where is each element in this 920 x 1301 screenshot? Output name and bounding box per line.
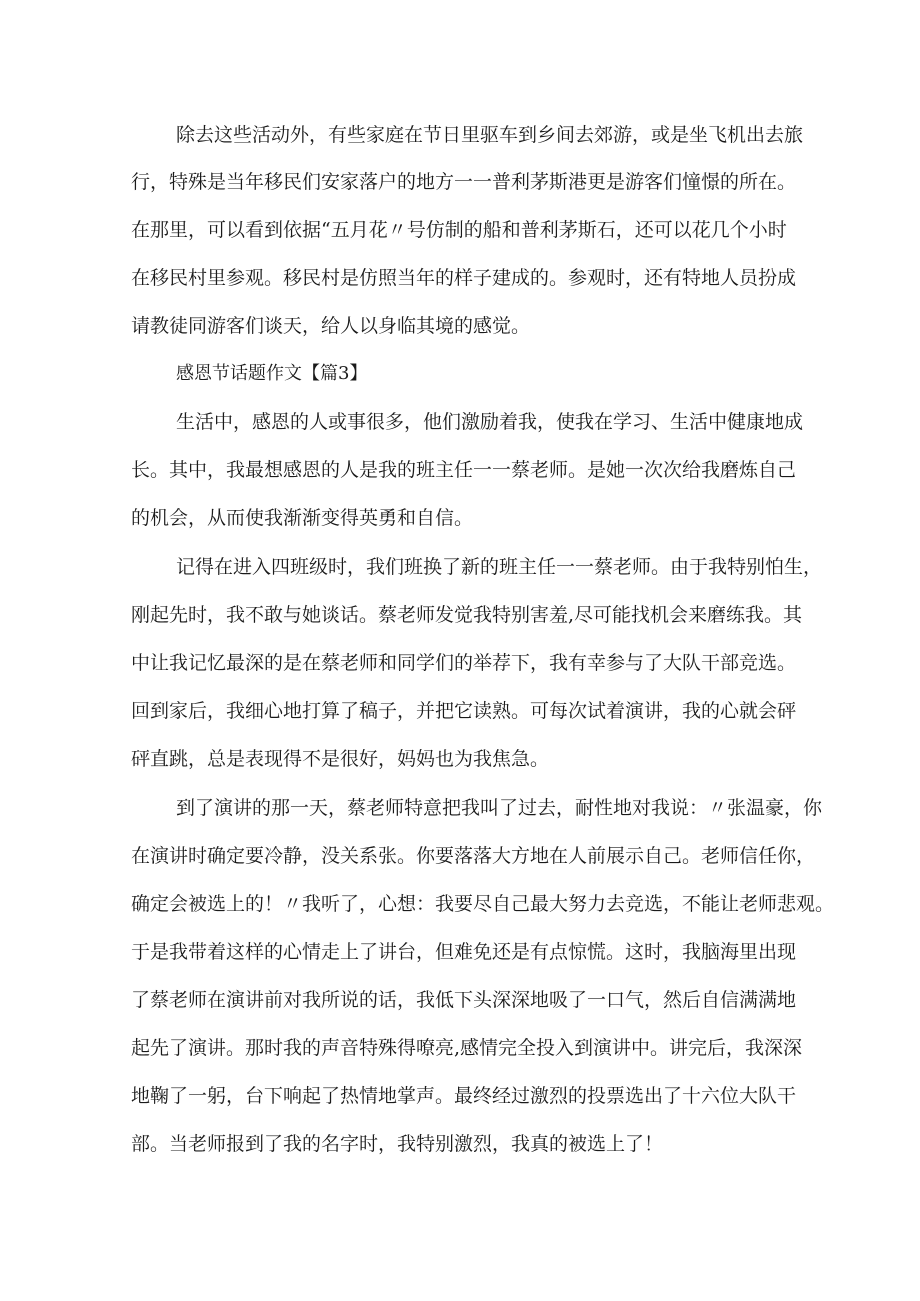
paragraph-4-line — [0, 1071, 920, 1121]
paragraph-4-line — [0, 783, 920, 833]
line-text: 在演讲时确定要冷静，没关系张。你要落落大方地在人前展示自己。老师信任你， — [131, 845, 816, 867]
line-text: 在移民村里参观。移民村是仿照当年的样子建成的。参观时，还有特地人员扮成 — [131, 267, 797, 289]
line-text: 在那里，可以看到依据“五月花〃号仿制的船和普利茅斯石，还可以花几个小时 — [131, 219, 787, 241]
line-text: 刚起先时，我不敢与她谈话。蔡老师发觉我特别害羞,尽可能找机会来磨练我。其 — [131, 604, 803, 626]
paragraph-3-line — [0, 686, 920, 736]
line-text: 起先了演讲。那时我的声音特殊得嘹亮,感情完全投入到演讲中。讲完后，我深深 — [131, 1037, 803, 1059]
paragraph-3-line — [0, 734, 920, 784]
line-text: 部。当老师报到了我的名字时，我特别激烈，我真的被选上了！ — [131, 1133, 664, 1155]
paragraph-1-line — [0, 205, 920, 255]
section-heading — [0, 349, 920, 399]
line-text: 的机会，从而使我渐渐变得英勇和自信。 — [131, 507, 474, 529]
line-text: 砰直跳，总是表现得不是很好，妈妈也为我焦急。 — [131, 748, 550, 770]
paragraph-4-line — [0, 831, 920, 881]
line-text: 到了演讲的那一天，蔡老师特意把我叫了过去，耐性地对我说：〃张温豪，你 — [176, 797, 823, 819]
paragraph-3-line — [0, 638, 920, 688]
paragraph-1-line — [0, 157, 920, 207]
line-text: 了蔡老师在演讲前对我所说的话，我低下头深深地吸了一口气，然后自信满满地 — [131, 989, 797, 1011]
line-text: 中让我记忆最深的是在蔡老师和同学们的举荐下，我有幸参与了大队干部竞选。 — [131, 652, 797, 674]
paragraph-4-line — [0, 1023, 920, 1073]
paragraph-3-line — [0, 542, 920, 592]
paragraph-1-line — [0, 253, 920, 303]
line-text: 生活中，感恩的人或事很多，他们激励着我，使我在学习、生活中健康地成 — [176, 411, 804, 433]
paragraph-2-line — [0, 445, 920, 495]
paragraph-4-line — [0, 879, 920, 929]
paragraph-1-line — [0, 301, 920, 351]
line-text: 长。其中，我最想感恩的人是我的班主任一一蔡老师。是她一次次给我磨炼自己 — [131, 459, 797, 481]
line-text: 记得在进入四班级时，我们班换了新的班主任一一蔡老师。由于我特别怕生， — [176, 556, 823, 578]
line-text: 于是我带着这样的心情走上了讲台，但难免还是有点惊慌。这时，我脑海里出现 — [131, 941, 797, 963]
line-text: 行，特殊是当年移民们安家落户的地方一一普利茅斯港更是游客们憧憬的所在。 — [131, 171, 797, 193]
line-text: 地鞠了一躬，台下响起了热情地掌声。最终经过激烈的投票选出了十六位大队干 — [131, 1085, 797, 1107]
line-text: 确定会被选上的！〃我听了，心想：我要尽自己最大努力去竞选，不能让老师悲观。 — [131, 893, 835, 915]
paragraph-4-line — [0, 1119, 920, 1169]
paragraph-2-line — [0, 397, 920, 447]
paragraph-4-line — [0, 927, 920, 977]
paragraph-1-line — [0, 110, 920, 160]
paragraph-2-line — [0, 493, 920, 543]
line-text: 除去这些活动外，有些家庭在节日里驱车到乡间去郊游，或是坐飞机出去旅 — [176, 124, 804, 146]
line-text: 请教徒同游客们谈天，给人以身临其境的感觉。 — [131, 315, 531, 337]
heading-text: 感恩节话题作文【篇3】 — [176, 363, 368, 384]
paragraph-4-line — [0, 975, 920, 1025]
paragraph-3-line — [0, 590, 920, 640]
line-text: 回到家后，我细心地打算了稿子，并把它读熟。可每次试着演讲，我的心就会砰 — [131, 700, 797, 722]
